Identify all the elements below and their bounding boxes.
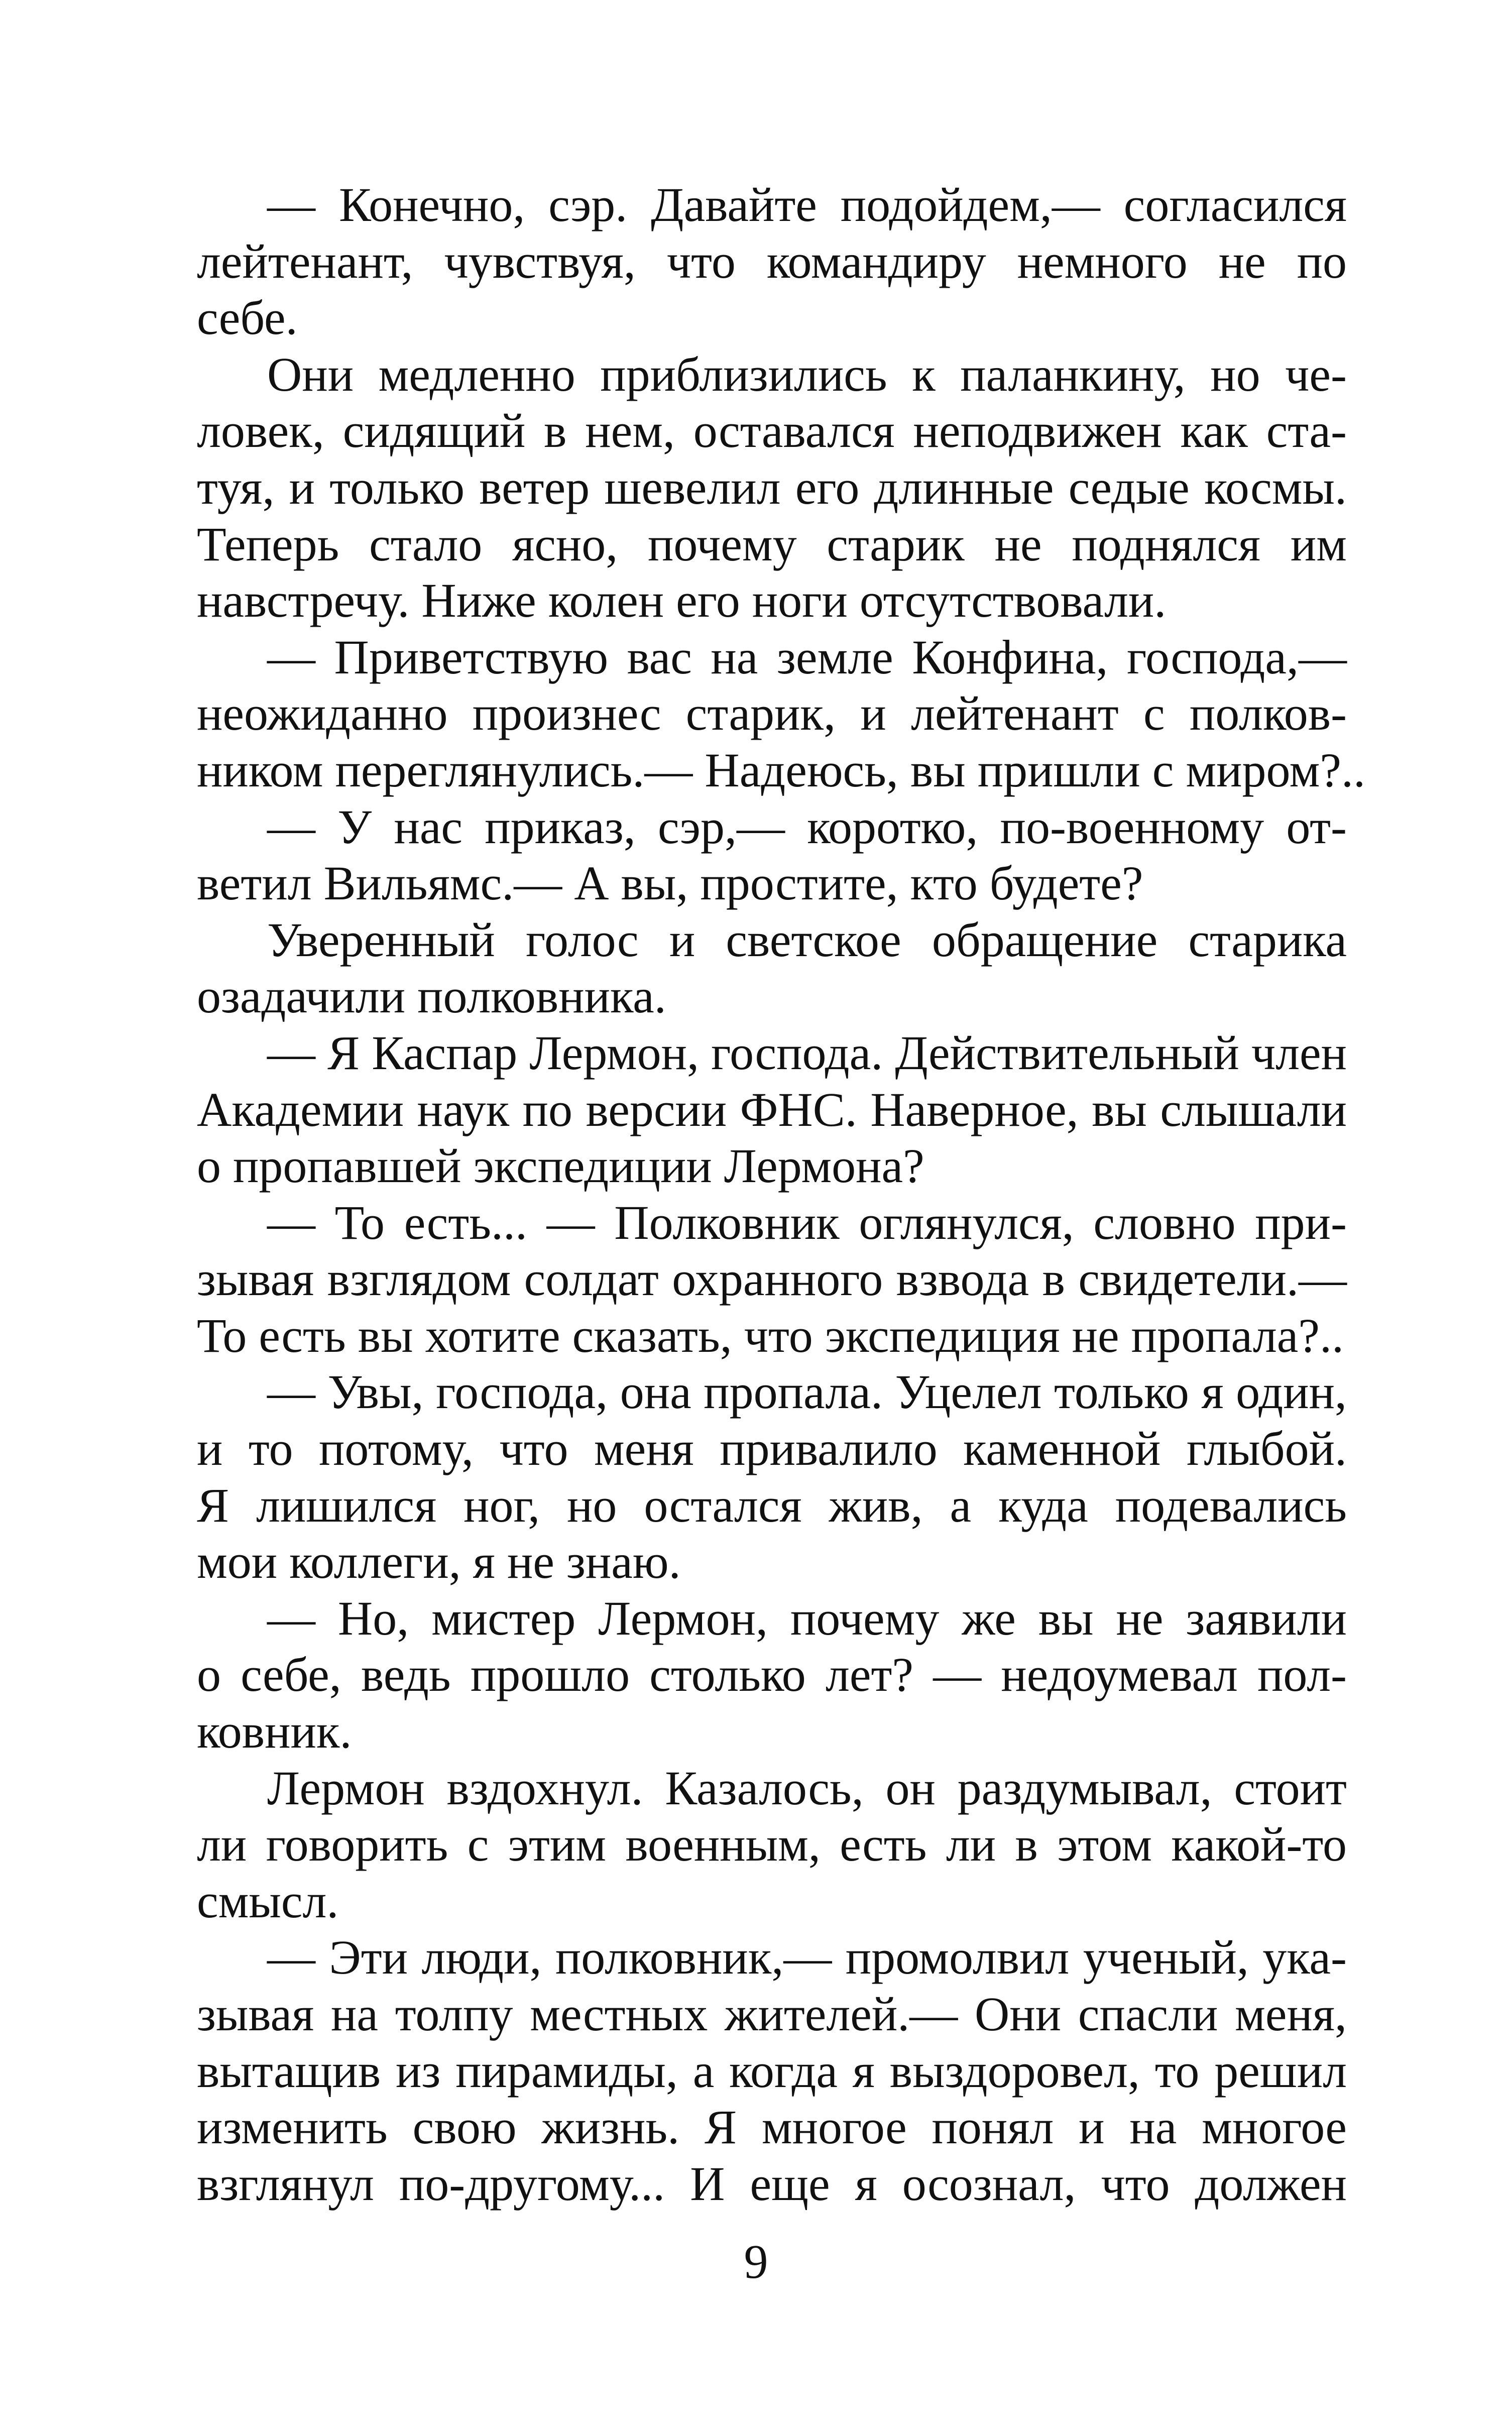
text-line: Уверенный голос и светское обращение старика bbox=[267, 912, 1347, 967]
text-line: навстречу. Ниже колен его ноги отсутствовали. bbox=[197, 573, 1167, 628]
text-line: ли говорить с этим военным, есть ли в этом какой-то bbox=[197, 1817, 1347, 1872]
text-line: лейтенант, чувствуя, что командиру немного не по bbox=[197, 234, 1347, 288]
text-line: смысл. bbox=[197, 1874, 339, 1928]
text-line: — Эти люди, полковник,— промолвил ученый, ука- bbox=[267, 1930, 1347, 1985]
text-line: — Увы, господа, она пропала. Уцелел только я один, bbox=[267, 1365, 1347, 1419]
text-line: о пропавшей экспедиции Лермона? bbox=[197, 1139, 924, 1193]
text-line: — То есть... — Полковник оглянулся, словно при- bbox=[267, 1195, 1347, 1249]
page-number: 9 bbox=[744, 2235, 768, 2288]
text-line: ником переглянулись.— Надеюсь, вы пришли с миром?.. bbox=[197, 743, 1365, 797]
text-line: зывая взглядом солдат охранного взвода в свидетели.— bbox=[197, 1252, 1347, 1306]
text-line: — Но, мистер Лермон, почему же вы не заявили bbox=[267, 1591, 1347, 1645]
text-line: неожиданно произнес старик, и лейтенант с полков- bbox=[197, 686, 1347, 741]
text-line: То есть вы хотите сказать, что экспедиция не пропала?.. bbox=[197, 1308, 1344, 1362]
text-line: взглянул по-другому... И еще я осознал, что должен bbox=[197, 2156, 1347, 2211]
text-line: — Я Каспар Лермон, господа. Действительный член bbox=[267, 1025, 1347, 1080]
text-line: Лермон вздохнул. Казалось, он раздумывал, стоит bbox=[267, 1761, 1347, 1815]
body-text bbox=[197, 177, 1365, 2212]
text-line: ловек, сидящий в нем, оставался неподвижен как ста- bbox=[197, 404, 1347, 458]
text-line: туя, и только ветер шевелил его длинные седые космы. bbox=[197, 460, 1347, 514]
text-line: зывая на толпу местных жителей.— Они спасли меня, bbox=[197, 1987, 1347, 2041]
text-line: себе. bbox=[197, 291, 298, 345]
text-line: Академии наук по версии ФНС. Наверное, вы слышали bbox=[197, 1082, 1347, 1136]
text-line: озадачили полковника. bbox=[197, 969, 666, 1023]
text-line: ковник. bbox=[197, 1704, 352, 1759]
text-line: — Приветствую вас на земле Конфина, господа,— bbox=[267, 630, 1347, 684]
text-line: Они медленно приблизились к паланкину, но че- bbox=[267, 347, 1347, 401]
text-line: — У нас приказ, сэр,— коротко, по-военному от- bbox=[267, 799, 1347, 854]
text-line: изменить свою жизнь. Я многое понял и на многое bbox=[197, 2100, 1347, 2154]
text-line: ветил Вильямс.— А вы, простите, кто будете? bbox=[197, 856, 1143, 910]
text-line: Я лишился ног, но остался жив, а куда подевались bbox=[197, 1478, 1347, 1532]
text-line: мои коллеги, я не знаю. bbox=[197, 1535, 681, 1589]
text-line: вытащив из пирамиды, а когда я выздоровел, то решил bbox=[197, 2043, 1347, 2098]
text-line: — Конечно, сэр. Давайте подойдем,— согласился bbox=[267, 178, 1347, 232]
text-line: и то потому, что меня привалило каменной глыбой. bbox=[197, 1422, 1347, 1476]
text-line: о себе, ведь прошло столько лет? — недоумевал пол- bbox=[197, 1648, 1347, 1702]
text-line: Теперь стало ясно, почему старик не поднялся им bbox=[197, 517, 1347, 571]
